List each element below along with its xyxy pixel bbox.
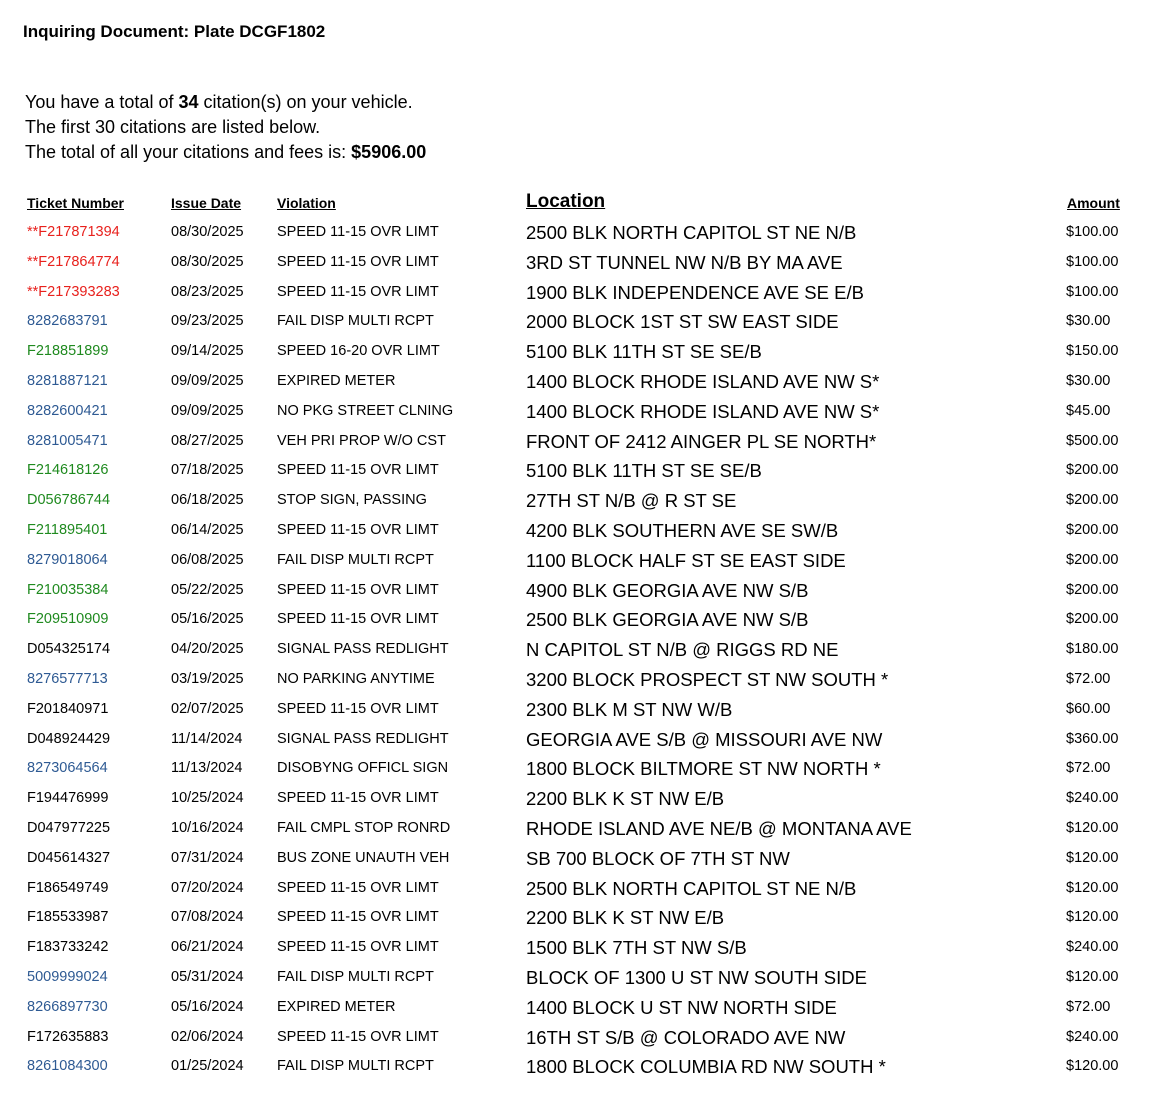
violation: NO PARKING ANYTIME bbox=[277, 670, 435, 687]
location: 2500 BLK NORTH CAPITOL ST NE N/B bbox=[526, 877, 857, 899]
location: N CAPITOL ST N/B @ RIGGS RD NE bbox=[526, 639, 839, 661]
location: 5100 BLK 11TH ST SE SE/B bbox=[526, 341, 762, 363]
issue-date: 11/13/2024 bbox=[171, 760, 243, 777]
violation: SPEED 16-20 OVR LIMT bbox=[277, 343, 440, 360]
violation: SIGNAL PASS REDLIGHT bbox=[277, 641, 449, 658]
location: 2500 BLK GEORGIA AVE NW S/B bbox=[526, 609, 809, 631]
issue-date: 06/14/2025 bbox=[171, 521, 244, 538]
table-row bbox=[0, 963, 1170, 993]
issue-date: 01/25/2024 bbox=[171, 1058, 244, 1075]
amount: $200.00 bbox=[1066, 611, 1119, 628]
location: 3200 BLOCK PROSPECT ST NW SOUTH * bbox=[526, 668, 889, 690]
issue-date: 08/30/2025 bbox=[171, 224, 244, 240]
table-row bbox=[0, 665, 1170, 695]
amount: $200.00 bbox=[1066, 581, 1119, 598]
table-row bbox=[0, 456, 1170, 486]
location: 16TH ST S/B @ COLORADO AVE NW bbox=[526, 1026, 846, 1048]
ticket-number: 8281887121 bbox=[27, 372, 108, 389]
table-row bbox=[0, 307, 1170, 337]
violation: VEH PRI PROP W/O CST bbox=[277, 432, 446, 449]
table-row bbox=[0, 933, 1170, 963]
issue-date: 06/08/2025 bbox=[171, 551, 244, 568]
violation: DISOBYNG OFFICL SIGN bbox=[277, 760, 449, 777]
location: FRONT OF 2412 AINGER PL SE NORTH* bbox=[526, 430, 877, 452]
amount: $200.00 bbox=[1066, 492, 1119, 509]
violation: FAIL DISP MULTI RCPT bbox=[277, 551, 434, 568]
amount: $72.00 bbox=[1066, 670, 1111, 687]
table-row bbox=[0, 546, 1170, 576]
issue-date: 07/08/2024 bbox=[171, 909, 244, 926]
location: 2500 BLK NORTH CAPITOL ST NE N/B bbox=[526, 222, 857, 243]
violation: NO PKG STREET CLNING bbox=[277, 402, 454, 419]
amount: $180.00 bbox=[1066, 641, 1119, 658]
location: 4200 BLK SOUTHERN AVE SE SW/B bbox=[526, 519, 839, 541]
citation-summary bbox=[25, 90, 426, 165]
issue-date: 06/18/2025 bbox=[171, 492, 244, 509]
issue-date: 02/06/2024 bbox=[171, 1028, 244, 1045]
violation: BUS ZONE UNAUTH VEH bbox=[277, 849, 450, 866]
location: 1400 BLOCK RHODE ISLAND AVE NW S* bbox=[526, 370, 880, 392]
page-title: Inquiring Document: Plate DCGF1802 bbox=[23, 22, 326, 41]
summary-total-prefix: The total of all your citations and fees is: bbox=[25, 142, 352, 162]
ticket-number: F214618126 bbox=[27, 462, 109, 479]
table-row bbox=[0, 993, 1170, 1023]
amount: $120.00 bbox=[1066, 909, 1119, 926]
ticket-number: 5009999024 bbox=[27, 968, 108, 985]
violation: EXPIRED METER bbox=[277, 372, 396, 389]
issue-date: 05/16/2024 bbox=[171, 998, 244, 1015]
citations-table bbox=[0, 188, 1170, 1082]
ticket-number: 8279018064 bbox=[27, 551, 108, 568]
violation: SPEED 11-15 OVR LIMT bbox=[277, 521, 439, 538]
ticket-number: 8273064564 bbox=[27, 760, 108, 777]
issue-date: 09/23/2025 bbox=[171, 313, 244, 330]
amount: $120.00 bbox=[1066, 879, 1119, 896]
location: 2300 BLK M ST NW W/B bbox=[526, 698, 733, 720]
ticket-number: F218851899 bbox=[27, 343, 109, 360]
violation: FAIL DISP MULTI RCPT bbox=[277, 1058, 434, 1075]
column-header-amount: Amount bbox=[1067, 195, 1120, 211]
location: SB 700 BLOCK OF 7TH ST NW bbox=[526, 847, 790, 869]
violation: SPEED 11-15 OVR LIMT bbox=[277, 611, 439, 628]
amount: $120.00 bbox=[1066, 849, 1119, 866]
issue-date: 09/14/2025 bbox=[171, 343, 244, 360]
amount: $500.00 bbox=[1066, 432, 1119, 449]
issue-date: 08/30/2025 bbox=[171, 253, 244, 270]
ticket-number: D056786744 bbox=[27, 492, 111, 509]
amount: $72.00 bbox=[1066, 998, 1111, 1015]
location: 2200 BLK K ST NW E/B bbox=[526, 788, 725, 810]
amount: $120.00 bbox=[1066, 1058, 1119, 1075]
issue-date: 08/27/2025 bbox=[171, 432, 244, 449]
violation: SPEED 11-15 OVR LIMT bbox=[277, 939, 439, 956]
issue-date: 05/31/2024 bbox=[171, 968, 244, 985]
issue-date: 06/21/2024 bbox=[171, 939, 244, 956]
violation: SPEED 11-15 OVR LIMT bbox=[277, 790, 439, 807]
amount: $200.00 bbox=[1066, 521, 1119, 538]
table-row bbox=[0, 635, 1170, 665]
amount: $45.00 bbox=[1066, 402, 1111, 419]
issue-date: 09/09/2025 bbox=[171, 402, 244, 419]
table-row bbox=[0, 784, 1170, 814]
violation: FAIL DISP MULTI RCPT bbox=[277, 313, 434, 330]
column-header-ticket: Ticket Number bbox=[27, 195, 124, 211]
column-header-date: Issue Date bbox=[171, 195, 242, 211]
table-row bbox=[0, 754, 1170, 784]
ticket-number: D054325174 bbox=[27, 641, 111, 658]
amount: $100.00 bbox=[1066, 253, 1119, 270]
table-row bbox=[0, 367, 1170, 397]
table-row bbox=[0, 903, 1170, 933]
table-row bbox=[0, 278, 1170, 308]
violation: SPEED 11-15 OVR LIMT bbox=[277, 1028, 439, 1045]
summary-count-suffix: citation(s) on your vehicle. bbox=[198, 92, 413, 112]
ticket-number: 8282600421 bbox=[27, 402, 108, 419]
total-amount: $5906.00 bbox=[351, 142, 427, 162]
table-row bbox=[0, 695, 1170, 725]
ticket-number: D048924429 bbox=[27, 730, 111, 747]
violation: SPEED 11-15 OVR LIMT bbox=[277, 283, 439, 300]
amount: $120.00 bbox=[1066, 819, 1119, 836]
location: 1400 BLOCK U ST NW NORTH SIDE bbox=[526, 996, 837, 1018]
table-row bbox=[0, 814, 1170, 844]
amount: $240.00 bbox=[1066, 1028, 1119, 1045]
issue-date: 11/14/2024 bbox=[171, 730, 243, 747]
ticket-number: 8276577713 bbox=[27, 670, 108, 687]
amount: $100.00 bbox=[1066, 224, 1119, 240]
location: 5100 BLK 11TH ST SE SE/B bbox=[526, 460, 762, 482]
summary-listed-line: The first 30 citations are listed below. bbox=[25, 117, 321, 137]
ticket-number: **F217864774 bbox=[27, 253, 120, 270]
violation: SPEED 11-15 OVR LIMT bbox=[277, 224, 439, 240]
ticket-number: 8266897730 bbox=[27, 998, 108, 1015]
summary-total-line bbox=[25, 140, 426, 165]
table-row bbox=[0, 874, 1170, 904]
issue-date: 07/18/2025 bbox=[171, 462, 244, 479]
location: 3RD ST TUNNEL NW N/B BY MA AVE bbox=[526, 251, 843, 273]
violation: FAIL CMPL STOP RONRD bbox=[277, 819, 451, 836]
ticket-number: 8261084300 bbox=[27, 1058, 108, 1075]
ticket-number: **F217393283 bbox=[27, 283, 120, 300]
violation: SPEED 11-15 OVR LIMT bbox=[277, 700, 439, 717]
issue-date: 05/22/2025 bbox=[171, 581, 244, 598]
ticket-number: 8281005471 bbox=[27, 432, 108, 449]
amount: $60.00 bbox=[1066, 700, 1111, 717]
ticket-number: F186549749 bbox=[27, 879, 109, 896]
violation: SIGNAL PASS REDLIGHT bbox=[277, 730, 449, 747]
table-row bbox=[0, 576, 1170, 606]
table-row bbox=[0, 397, 1170, 427]
location: 1100 BLOCK HALF ST SE EAST SIDE bbox=[526, 549, 846, 571]
summary-count-line bbox=[25, 90, 426, 115]
location: GEORGIA AVE S/B @ MISSOURI AVE NW bbox=[526, 728, 883, 750]
ticket-number: F201840971 bbox=[27, 700, 109, 717]
ticket-number: D045614327 bbox=[27, 849, 111, 866]
table-row bbox=[0, 1052, 1170, 1082]
issue-date: 02/07/2025 bbox=[171, 700, 244, 717]
ticket-number: F183733242 bbox=[27, 939, 109, 956]
ticket-number: F172635883 bbox=[27, 1028, 109, 1045]
location: 1500 BLK 7TH ST NW S/B bbox=[526, 937, 747, 959]
amount: $150.00 bbox=[1066, 343, 1119, 360]
violation: SPEED 11-15 OVR LIMT bbox=[277, 909, 439, 926]
amount: $240.00 bbox=[1066, 790, 1119, 807]
issue-date: 10/25/2024 bbox=[171, 790, 244, 807]
violation: SPEED 11-15 OVR LIMT bbox=[277, 879, 439, 896]
issue-date: 03/19/2025 bbox=[171, 670, 244, 687]
amount: $72.00 bbox=[1066, 760, 1111, 777]
location: RHODE ISLAND AVE NE/B @ MONTANA AVE bbox=[526, 817, 912, 839]
table-row bbox=[0, 1023, 1170, 1053]
table-header bbox=[0, 188, 1170, 218]
location: 27TH ST N/B @ R ST SE bbox=[526, 490, 737, 512]
violation: EXPIRED METER bbox=[277, 998, 396, 1015]
issue-date: 08/23/2025 bbox=[171, 283, 244, 300]
amount: $200.00 bbox=[1066, 551, 1119, 568]
column-header-violation: Violation bbox=[277, 195, 336, 211]
ticket-number: 8282683791 bbox=[27, 313, 108, 330]
table-row bbox=[0, 725, 1170, 755]
ticket-number: **F217871394 bbox=[27, 224, 120, 240]
ticket-number: D047977225 bbox=[27, 819, 111, 836]
location: 1400 BLOCK RHODE ISLAND AVE NW S* bbox=[526, 400, 880, 422]
summary-count-prefix: You have a total of bbox=[25, 92, 179, 112]
table-row bbox=[0, 427, 1170, 457]
ticket-number: F209510909 bbox=[27, 611, 109, 628]
violation: SPEED 11-15 OVR LIMT bbox=[277, 581, 439, 598]
amount: $240.00 bbox=[1066, 939, 1119, 956]
citation-count: 34 bbox=[178, 92, 199, 112]
amount: $30.00 bbox=[1066, 313, 1111, 330]
amount: $120.00 bbox=[1066, 968, 1119, 985]
issue-date: 09/09/2025 bbox=[171, 372, 244, 389]
column-header-location: Location bbox=[526, 191, 606, 212]
ticket-number: F185533987 bbox=[27, 909, 109, 926]
table-row bbox=[0, 486, 1170, 516]
location: 4900 BLK GEORGIA AVE NW S/B bbox=[526, 579, 809, 601]
table-body bbox=[0, 218, 1170, 1082]
location: 2000 BLOCK 1ST ST SW EAST SIDE bbox=[526, 311, 839, 333]
ticket-number: F211895401 bbox=[27, 521, 108, 538]
violation: FAIL DISP MULTI RCPT bbox=[277, 968, 434, 985]
amount: $100.00 bbox=[1066, 283, 1119, 300]
table-row bbox=[0, 844, 1170, 874]
location: 1800 BLOCK BILTMORE ST NW NORTH * bbox=[526, 758, 881, 780]
issue-date: 07/31/2024 bbox=[171, 849, 244, 866]
violation: STOP SIGN, PASSING bbox=[277, 492, 427, 509]
ticket-number: F210035384 bbox=[27, 581, 109, 598]
amount: $200.00 bbox=[1066, 462, 1119, 479]
location: 1800 BLOCK COLUMBIA RD NW SOUTH * bbox=[526, 1056, 886, 1078]
location: 1900 BLK INDEPENDENCE AVE SE E/B bbox=[526, 281, 864, 303]
violation: SPEED 11-15 OVR LIMT bbox=[277, 253, 439, 270]
issue-date: 10/16/2024 bbox=[171, 819, 244, 836]
issue-date: 04/20/2025 bbox=[171, 641, 244, 658]
table-row bbox=[0, 218, 1170, 248]
location: 2200 BLK K ST NW E/B bbox=[526, 907, 725, 929]
amount: $30.00 bbox=[1066, 372, 1111, 389]
ticket-number: F194476999 bbox=[27, 790, 109, 807]
table-row bbox=[0, 248, 1170, 278]
amount: $360.00 bbox=[1066, 730, 1119, 747]
table-row bbox=[0, 605, 1170, 635]
table-row bbox=[0, 516, 1170, 546]
issue-date: 05/16/2025 bbox=[171, 611, 244, 628]
table-row bbox=[0, 337, 1170, 367]
issue-date: 07/20/2024 bbox=[171, 879, 244, 896]
location: BLOCK OF 1300 U ST NW SOUTH SIDE bbox=[526, 966, 867, 988]
violation: SPEED 11-15 OVR LIMT bbox=[277, 462, 439, 479]
